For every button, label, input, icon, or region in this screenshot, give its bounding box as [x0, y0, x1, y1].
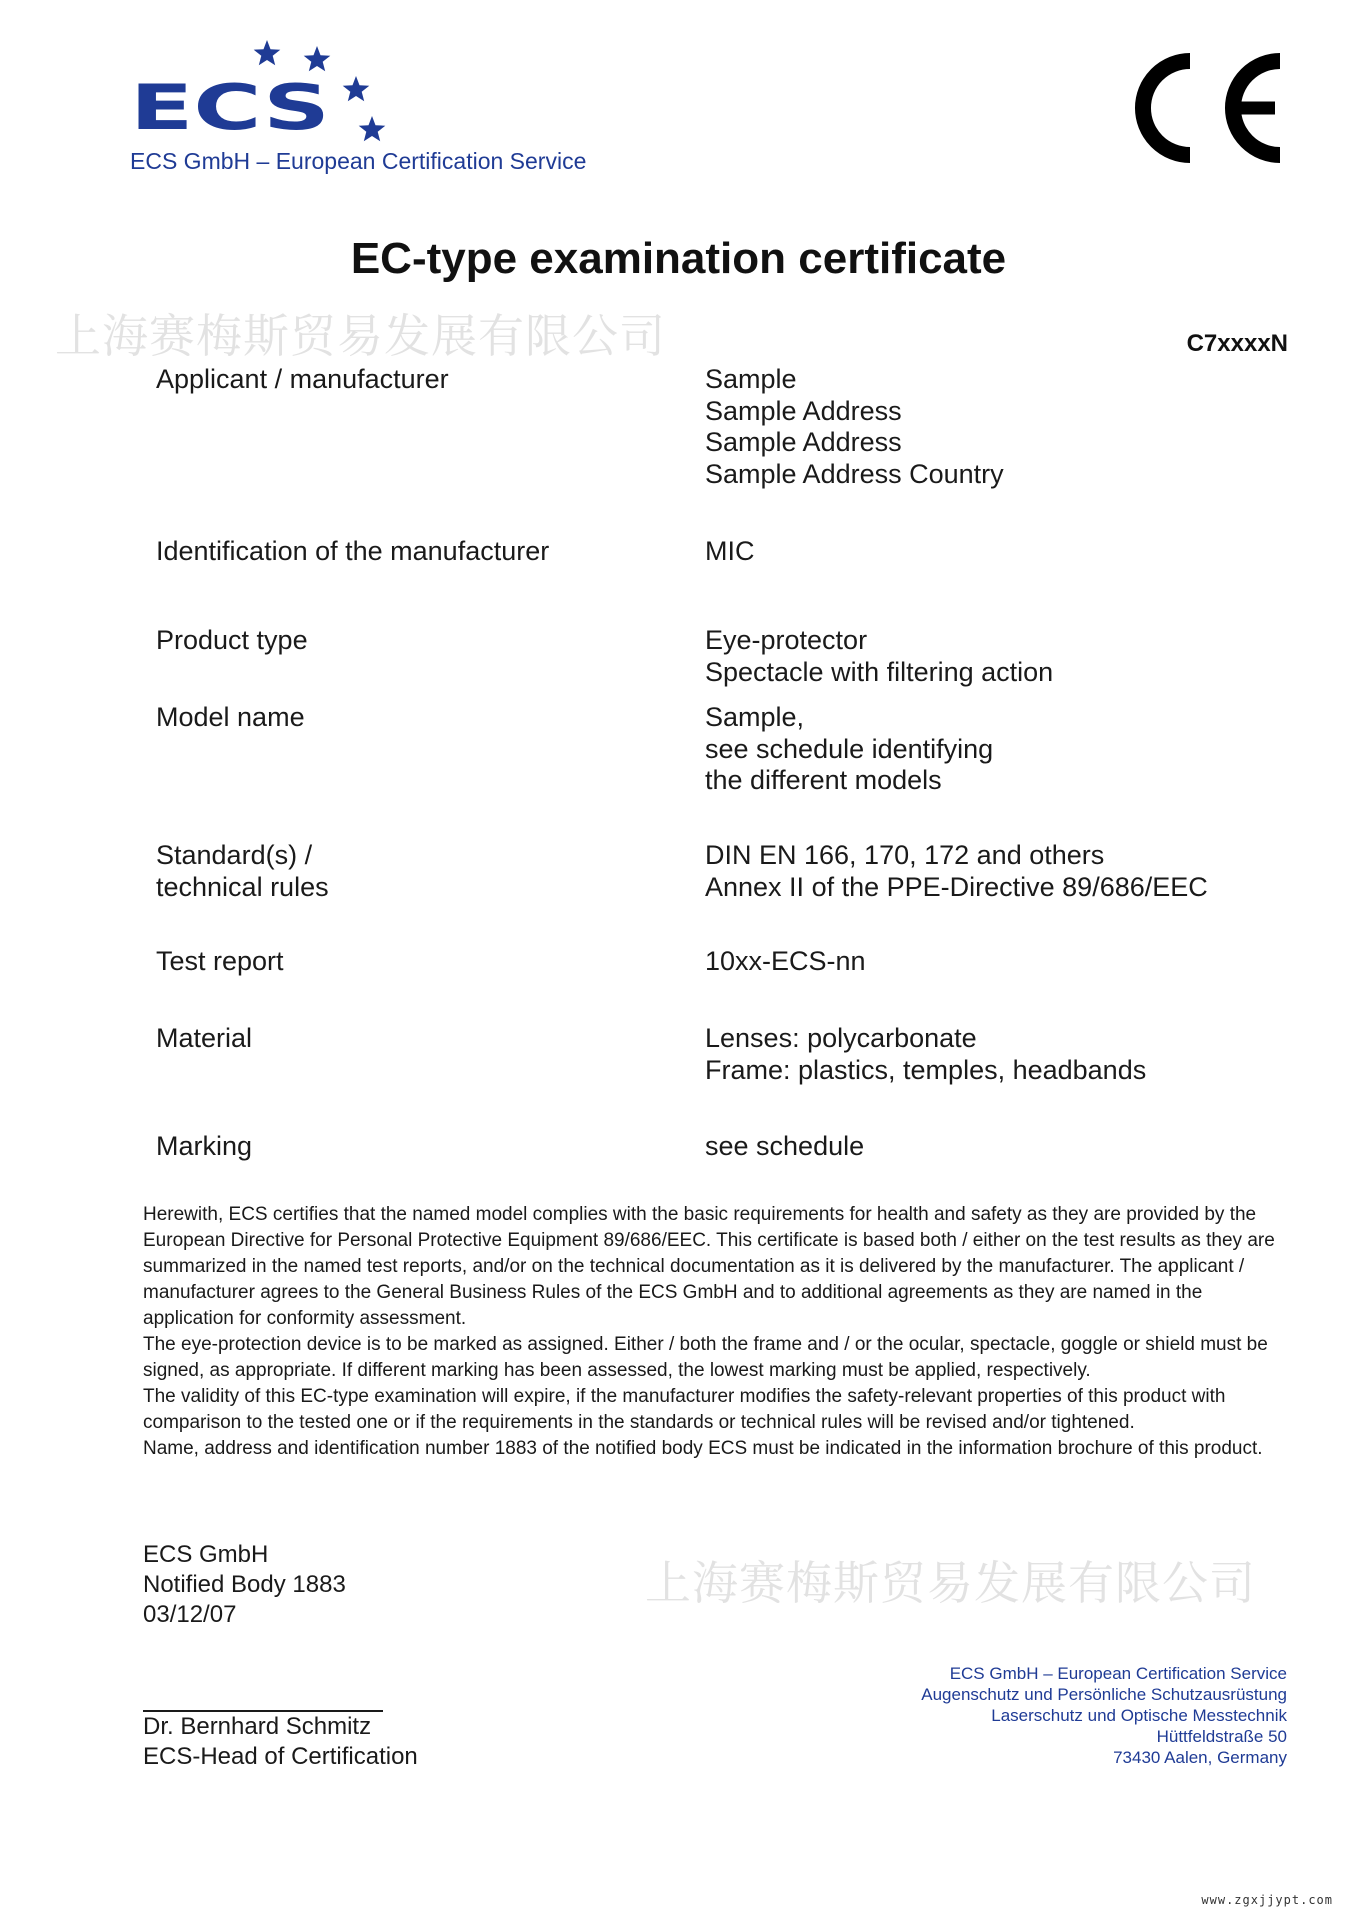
field-value-product-type: Eye-protector Spectacle with filtering action — [705, 625, 1054, 687]
star-icon — [304, 46, 331, 71]
field-value-test-report: 10xx-ECS-nn — [705, 946, 866, 976]
statement-paragraph: Herewith, ECS certifies that the named model complies with the basic requirements for health and safety as they are provided by the European Directive for Personal Protective Equipment 89/686/EEC. This certificate is based both / either on the test results as they are summarized in the named test reports, and/or on the technical documentation as it is delivered by the manufacturer. The applicant / manufacturer agrees to the General Business Rules of the ECS GmbH and to additional agreements as they are named in the application for conformity assessment. — [143, 1204, 1275, 1329]
certificate-number: C7xxxxN — [1186, 330, 1288, 357]
statement-paragraph: The eye-protection device is to be marked as assigned. Either / both the frame and / or the ocular, spectacle, goggle or shield must be signed, as appropriate. If different marking has been assessed, the lowest marking must be applied, respectively. — [143, 1334, 1268, 1381]
field-value-applicant: Sample Sample Address Sample Address Sample Address Country — [705, 364, 1004, 489]
ce-mark — [1130, 48, 1290, 168]
field-label-product-type: Product type — [156, 625, 308, 655]
field-value-standards: DIN EN 166, 170, 172 and others Annex II of the PPE-Directive 89/686/EEC — [705, 840, 1208, 902]
field-label-material: Material — [156, 1023, 253, 1053]
signer-name: Dr. Bernhard Schmitz — [143, 1713, 372, 1740]
field-value-marking: see schedule — [705, 1131, 865, 1161]
ecs-logo-text: ECS — [130, 71, 330, 144]
issuer-name: ECS GmbH — [143, 1541, 269, 1568]
certification-statement — [143, 1202, 1293, 1462]
signer-block — [143, 1712, 418, 1772]
field-label-marking: Marking — [156, 1131, 253, 1161]
company-name: ECS GmbH – European Certification Service — [130, 148, 587, 174]
field-value-identification: MIC — [705, 536, 755, 566]
company-address — [921, 1663, 1287, 1768]
star-icon — [254, 40, 281, 65]
field-value-material: Lenses: polycarbonate Frame: plastics, temples, headbands — [705, 1023, 1147, 1085]
source-site-tag: www.zgxjjypt.com — [1201, 1893, 1333, 1907]
ecs-logo — [130, 38, 400, 148]
issue-date: 03/12/07 — [143, 1601, 237, 1628]
notified-body: Notified Body 1883 — [143, 1571, 346, 1598]
field-label-model-name: Model name — [156, 702, 305, 732]
address-line: Augenschutz und Persönliche Schutzausrüstung — [921, 1685, 1287, 1704]
field-label-standards: Standard(s) / technical rules — [156, 840, 329, 902]
address-line: 73430 Aalen, Germany — [1113, 1748, 1287, 1767]
statement-paragraph: The validity of this EC-type examination will expire, if the manufacturer modifies the safety-relevant properties of this product with comparison to the tested one or if the requirements in the standards or technical rules will be revised and/or tightened. — [143, 1386, 1226, 1433]
address-line: ECS GmbH – European Certification Service — [949, 1664, 1287, 1683]
field-label-test-report: Test report — [156, 946, 284, 976]
address-line: Laserschutz und Optische Messtechnik — [991, 1706, 1287, 1725]
issuer-block — [143, 1540, 346, 1630]
field-label-applicant: Applicant / manufacturer — [156, 364, 449, 394]
statement-paragraph: Name, address and identification number 1883 of the notified body ECS must be indicated in the information brochure of this product. — [143, 1438, 1263, 1459]
field-label-identification: Identification of the manufacturer — [156, 536, 550, 566]
signer-role: ECS-Head of Certification — [143, 1743, 418, 1770]
watermark: 上海赛梅斯贸易发展有限公司 — [645, 1556, 1256, 1610]
field-value-model-name: Sample, see schedule identifying the different models — [705, 702, 994, 795]
certificate-title: EC-type examination certificate — [350, 234, 1007, 283]
watermark: 上海赛梅斯贸易发展有限公司 — [55, 309, 666, 363]
address-line: Hüttfeldstraße 50 — [1156, 1727, 1287, 1746]
star-icon — [343, 76, 370, 101]
star-icon — [359, 116, 386, 141]
